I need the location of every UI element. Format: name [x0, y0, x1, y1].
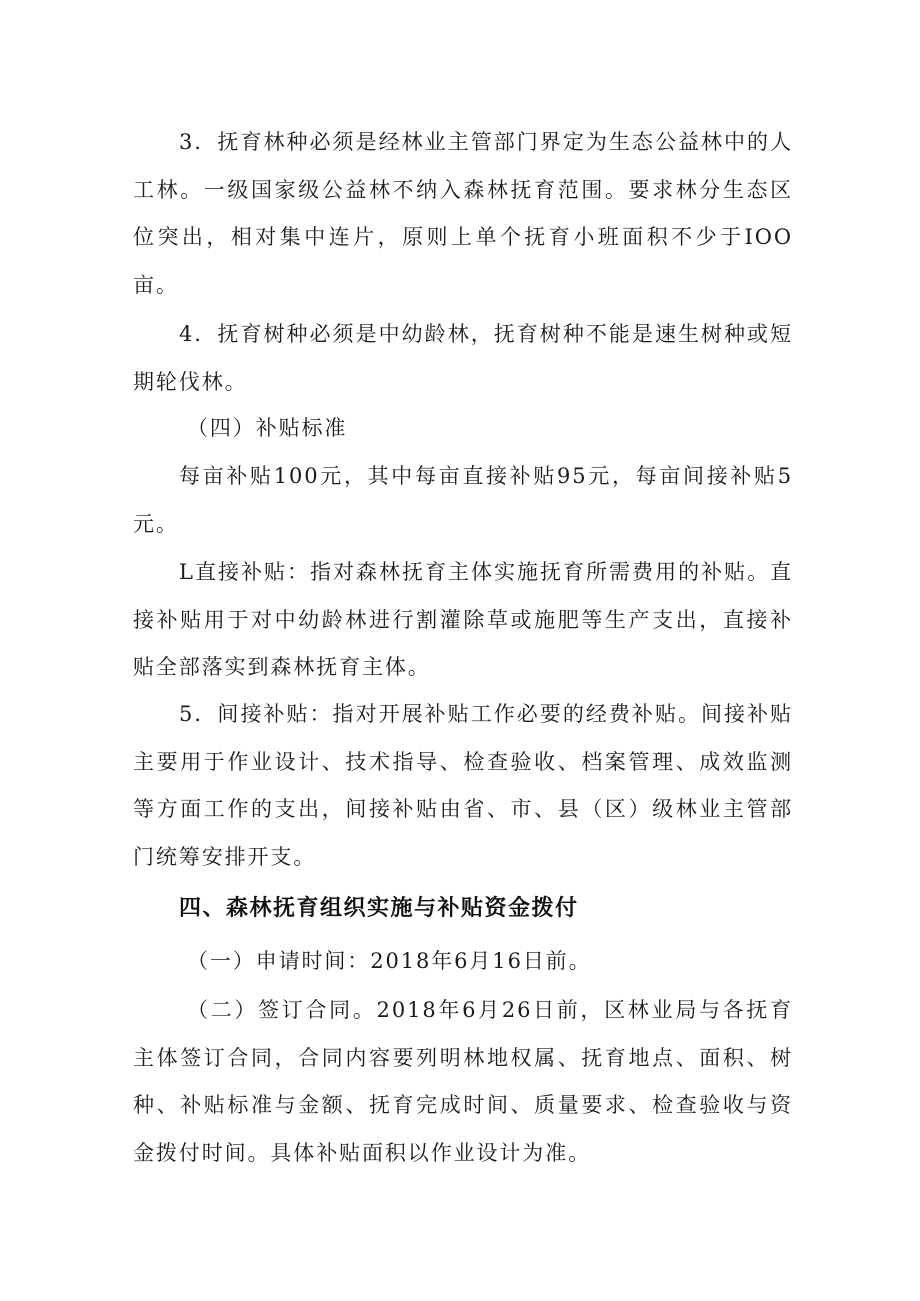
paragraph-indirect-subsidy: 5．间接补贴：指对开展补贴工作必要的经费补贴。间接补贴主要用于作业设计、技术指导、检查验收、档案管理、成效监测等方面工作的支出，间接补贴由省、市、县（区）级林业主管部门统筹安排开支。	[133, 702, 793, 869]
paragraph-sign-contract: （二）签订合同。2018年6月26日前，区林业局与各抚育主体签订合同，合同内容要列明林地权属、抚育地点、面积、树种、补贴标准与金额、抚育完成时间、质量要求、检查验收与资金拨付时间。具体补贴面积以作业设计为准。	[133, 998, 793, 1165]
paragraph-subsidy-amount: 每亩补贴100元，其中每亩直接补贴95元，每亩间接补贴5元。	[133, 464, 793, 536]
paragraph-direct-subsidy: L直接补贴：指对森林抚育主体实施抚育所需费用的补贴。直接补贴用于对中幼龄林进行割灌除草或施肥等生产支出，直接补贴全部落实到森林抚育主体。	[133, 560, 793, 679]
paragraph-item-3-forest-type: 3．抚育林种必须是经林业主管部门界定为生态公益林中的人工林。一级国家级公益林不纳入森林抚育范围。要求林分生态区位突出，相对集中连片，原则上单个抚育小班面积不少于IOO亩。	[133, 130, 793, 297]
paragraph-item-4-tree-species: 4．抚育树种必须是中幼龄林，抚育树种不能是速生树种或短期轮伐林。	[133, 322, 793, 394]
paragraph-application-time: （一）申请时间：2018年6月16日前。	[187, 949, 592, 973]
section-heading-implementation: 四、森林抚育组织实施与补贴资金拨付	[179, 896, 579, 921]
section-subtitle-subsidy-standard: （四）补贴标准	[187, 416, 348, 440]
